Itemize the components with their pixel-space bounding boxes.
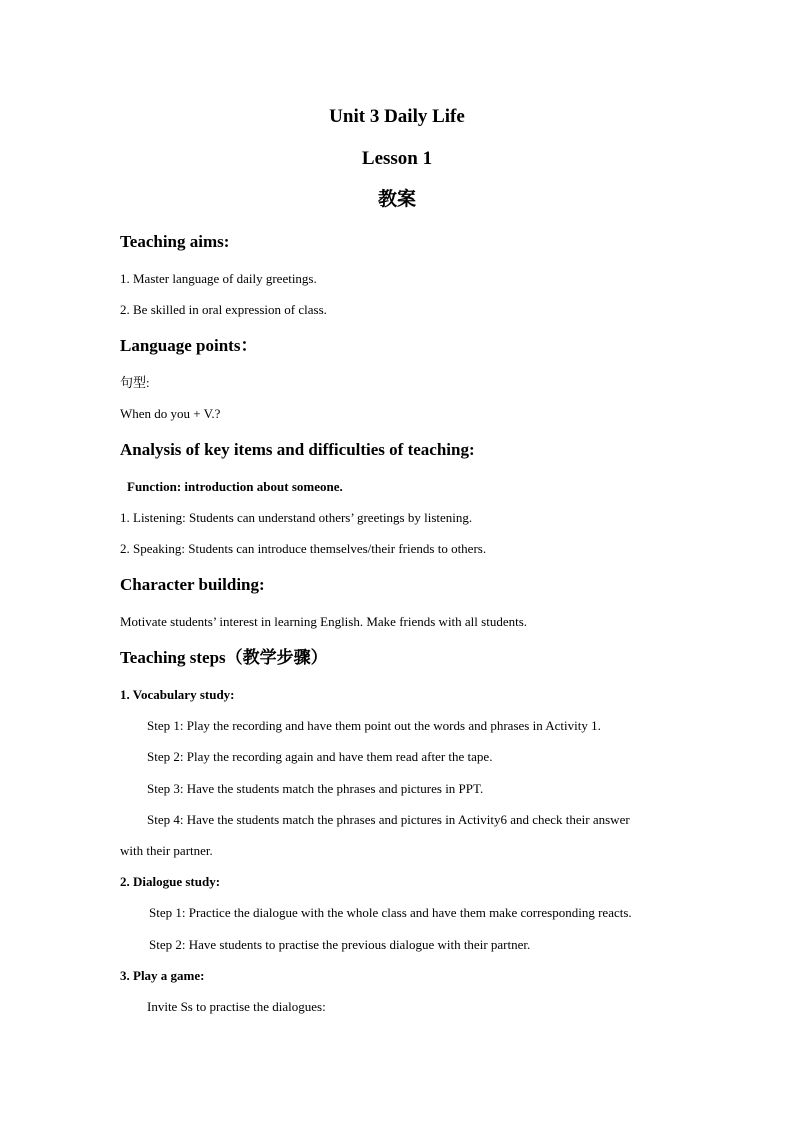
- vocabulary-step: Step 1: Play the recording and have them point out the words and phrases in Activity 1.: [147, 718, 601, 733]
- sentence-pattern-label: 句型:: [120, 375, 150, 390]
- game-heading: 3. Play a game:: [120, 968, 205, 983]
- analysis-heading: Analysis of key items and difficulties of teaching:: [120, 440, 475, 459]
- dialogue-study-heading: 2. Dialogue study:: [120, 874, 221, 889]
- dialogue-step: Step 2: Have students to practise the previous dialogue with their partner.: [149, 937, 531, 952]
- sentence-pattern: When do you + V.?: [120, 406, 221, 421]
- lesson-title: Lesson 1: [361, 148, 433, 169]
- vocabulary-study-heading: 1. Vocabulary study:: [120, 687, 235, 702]
- document-title: Unit 3 Daily Life: [329, 106, 465, 127]
- vocabulary-step: Step 3: Have the students match the phrases and pictures in PPT.: [147, 781, 484, 796]
- teaching-steps-heading: Teaching steps（教学步骤）: [120, 648, 328, 667]
- analysis-item: 1. Listening: Students can understand others’ greetings by listening.: [120, 510, 473, 525]
- character-building-text: Motivate students’ interest in learning English. Make friends with all students.: [120, 614, 528, 629]
- teaching-aims-heading: Teaching aims:: [120, 232, 230, 251]
- game-text: Invite Ss to practise the dialogues:: [147, 999, 326, 1014]
- aim-item: 1. Master language of daily greetings.: [120, 271, 317, 286]
- aim-item: 2. Be skilled in oral expression of class.: [120, 302, 327, 317]
- character-building-heading: Character building:: [120, 575, 265, 594]
- function-line: Function: introduction about someone.: [127, 479, 343, 494]
- document-subtitle: 教案: [377, 189, 416, 210]
- language-points-heading: Language points：: [120, 336, 258, 355]
- vocabulary-step: Step 4: Have the students match the phrases and pictures in Activity6 and check their answer: [147, 812, 630, 827]
- vocabulary-step-continuation: with their partner.: [120, 843, 213, 858]
- dialogue-step: Step 1: Practice the dialogue with the whole class and have them make corresponding reacts.: [149, 905, 632, 920]
- analysis-item: 2. Speaking: Students can introduce themselves/their friends to others.: [120, 541, 487, 556]
- vocabulary-step: Step 2: Play the recording again and have them read after the tape.: [147, 749, 493, 764]
